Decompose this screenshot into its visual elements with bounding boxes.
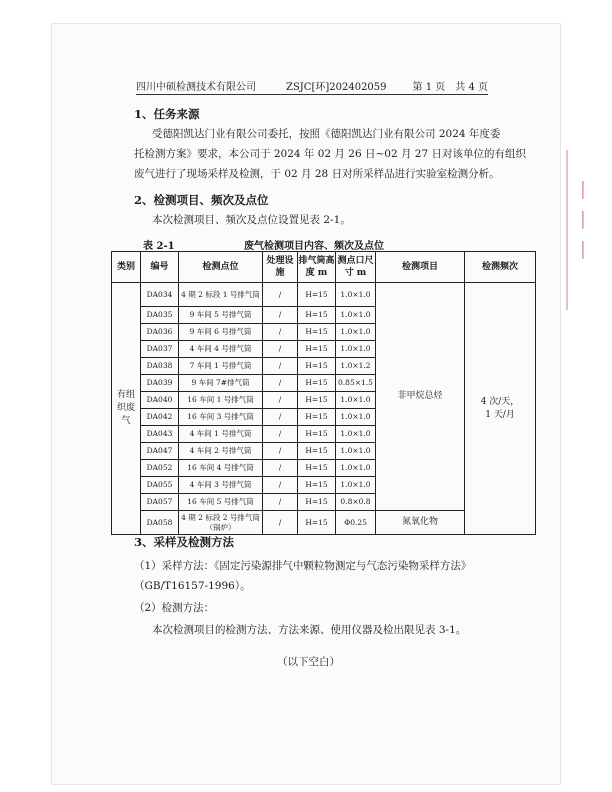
col-header-height: 排气筒高度 m: [298, 252, 336, 283]
cell-id: DA057: [141, 494, 179, 511]
col-header-point: 检测点位: [179, 252, 263, 283]
cell-id: DA043: [141, 426, 179, 443]
section1-line-1: 受德阳凯达门业有限公司委托，按照《德阳凯达门业有限公司 2024 年度委: [152, 128, 501, 140]
cell-point: 4 车间 1 号排气筒: [179, 426, 263, 443]
cell-point: 9 车间 7#排气筒: [179, 375, 263, 392]
header-page-info: 第 1 页 共 4 页: [412, 82, 488, 93]
section2-heading: 2、检测项目、频次及点位: [134, 193, 269, 207]
cell-facility: /: [263, 283, 298, 307]
cell-facility: /: [263, 511, 298, 535]
cell-height: H=15: [298, 307, 336, 324]
cell-point: 16 车间 3 号排气筒: [179, 409, 263, 426]
cell-facility: /: [263, 409, 298, 426]
cell-size: 1.0×1.0: [336, 409, 376, 426]
cell-id: DA039: [141, 375, 179, 392]
cell-height: H=15: [298, 494, 336, 511]
cell-height: H=15: [298, 341, 336, 358]
cell-size: 1.0×1.0: [336, 341, 376, 358]
cell-point: 4 车间 4 号排气筒: [179, 341, 263, 358]
cell-size: 1.0×1.0: [336, 324, 376, 341]
blank-below-note: （以下空白）: [277, 656, 340, 668]
cell-size: Φ0.25: [336, 511, 376, 535]
header-company: 四川中硕检测技术有限公司: [136, 82, 256, 93]
section1-line-2: 托检测方案》要求，本公司于 2024 年 02 月 26 日~02 月 27 日对该单位的有组织: [134, 148, 527, 160]
cell-point: 16 车间 5 号排气筒: [179, 494, 263, 511]
cell-id: DA058: [141, 511, 179, 535]
cell-size: 1.0×1.2: [336, 358, 376, 375]
cell-facility: /: [263, 341, 298, 358]
cell-facility: /: [263, 324, 298, 341]
cell-point: 16 车间 1 号排气筒: [179, 392, 263, 409]
cell-facility: /: [263, 426, 298, 443]
seal-fragment: ▕ ▕ ▕: [572, 181, 584, 259]
cell-facility: /: [263, 494, 298, 511]
section3-heading: 3、采样及检测方法: [134, 535, 235, 549]
cell-id: DA055: [141, 477, 179, 494]
table-number: 表 2-1: [143, 241, 175, 252]
cell-height: H=15: [298, 460, 336, 477]
col-header-size: 测点口尺寸 m: [336, 252, 376, 283]
cell-height: H=15: [298, 477, 336, 494]
detection-method-text: 本次检测项目的检测方法、方法来源、使用仪器及检出限见表 3-1。: [152, 624, 467, 636]
table-header-row: [112, 252, 536, 283]
cell-category: 有组织废气: [112, 283, 141, 535]
cell-size: 1.0×1.0: [336, 426, 376, 443]
cell-height: H=15: [298, 392, 336, 409]
monitoring-table: [111, 251, 536, 535]
cell-height: H=15: [298, 409, 336, 426]
cell-facility: /: [263, 460, 298, 477]
cell-height: H=15: [298, 375, 336, 392]
header-report-code: ZSJC[环]202402059: [286, 82, 387, 93]
sampling-method-line-1: （1）采样方法：《固定污染源排气中颗粒物测定与气态污染物采样方法》: [134, 560, 472, 572]
cell-point: 9 车间 6 号排气筒: [179, 324, 263, 341]
cell-height: H=15: [298, 283, 336, 307]
cell-height: H=15: [298, 324, 336, 341]
cell-id: DA040: [141, 392, 179, 409]
cell-size: 0.8×0.8: [336, 494, 376, 511]
cell-facility: /: [263, 358, 298, 375]
cell-id: DA047: [141, 443, 179, 460]
cell-frequency: 4 次/天，1 天/月: [465, 283, 536, 535]
cell-point: 4 期 2 标段 2 号排气筒（锅炉）: [179, 511, 263, 535]
cell-id: DA034: [141, 283, 179, 307]
cell-height: H=15: [298, 511, 336, 535]
section1-heading: 1、任务来源: [134, 107, 200, 121]
cell-point: 4 车间 3 号排气筒: [179, 477, 263, 494]
cell-id: DA036: [141, 324, 179, 341]
cell-facility: /: [263, 443, 298, 460]
cell-size: 1.0×1.0: [336, 443, 376, 460]
cell-size: 1.0×1.0: [336, 477, 376, 494]
cell-id: DA037: [141, 341, 179, 358]
cell-size: 1.0×1.0: [336, 460, 376, 477]
page-header: [136, 76, 488, 95]
cell-facility: /: [263, 392, 298, 409]
table-row: [112, 283, 536, 307]
cell-id: DA035: [141, 307, 179, 324]
cell-size: 1.0×1.0: [336, 283, 376, 307]
cell-item-nmhc: 非甲烷总烃: [376, 283, 465, 511]
cell-point: 4 期 2 标段 1 号排气筒: [179, 283, 263, 307]
cell-height: H=15: [298, 426, 336, 443]
cell-id: DA038: [141, 358, 179, 375]
col-header-facility: 处理设施: [263, 252, 298, 283]
cell-size: 1.0×1.0: [336, 392, 376, 409]
section2-intro: 本次检测项目、频次及点位设置见表 2-1。: [152, 214, 351, 226]
col-header-frequency: 检测频次: [465, 252, 536, 283]
cell-size: 0.85×1.5: [336, 375, 376, 392]
cell-point: 16 车间 4 号排气筒: [179, 460, 263, 477]
cell-point: 9 车间 5 号排气筒: [179, 307, 263, 324]
cell-size: 1.0×1.0: [336, 307, 376, 324]
cell-facility: /: [263, 307, 298, 324]
detection-method-label: （2）检测方法：: [134, 602, 215, 614]
col-header-category: 类别: [112, 252, 141, 283]
table-title: 废气检测项目内容、频次及点位: [244, 241, 384, 252]
cell-item-nox: 氮氧化物: [376, 511, 465, 535]
cell-point: 7 车间 1 号排气筒: [179, 358, 263, 375]
cell-height: H=15: [298, 358, 336, 375]
col-header-id: 编号: [141, 252, 179, 283]
section1-line-3: 废气进行了现场采样及检测，于 02 月 28 日对所采样品进行实验室检测分析。: [134, 168, 500, 180]
sampling-method-line-2: （GB/T16157-1996）。: [134, 580, 251, 592]
cell-point: 4 车间 2 号排气筒: [179, 443, 263, 460]
cell-facility: /: [263, 375, 298, 392]
cell-height: H=15: [298, 443, 336, 460]
cell-facility: /: [263, 477, 298, 494]
cell-id: DA042: [141, 409, 179, 426]
cell-id: DA052: [141, 460, 179, 477]
col-header-item: 检测项目: [376, 252, 465, 283]
table-body: [112, 283, 536, 535]
